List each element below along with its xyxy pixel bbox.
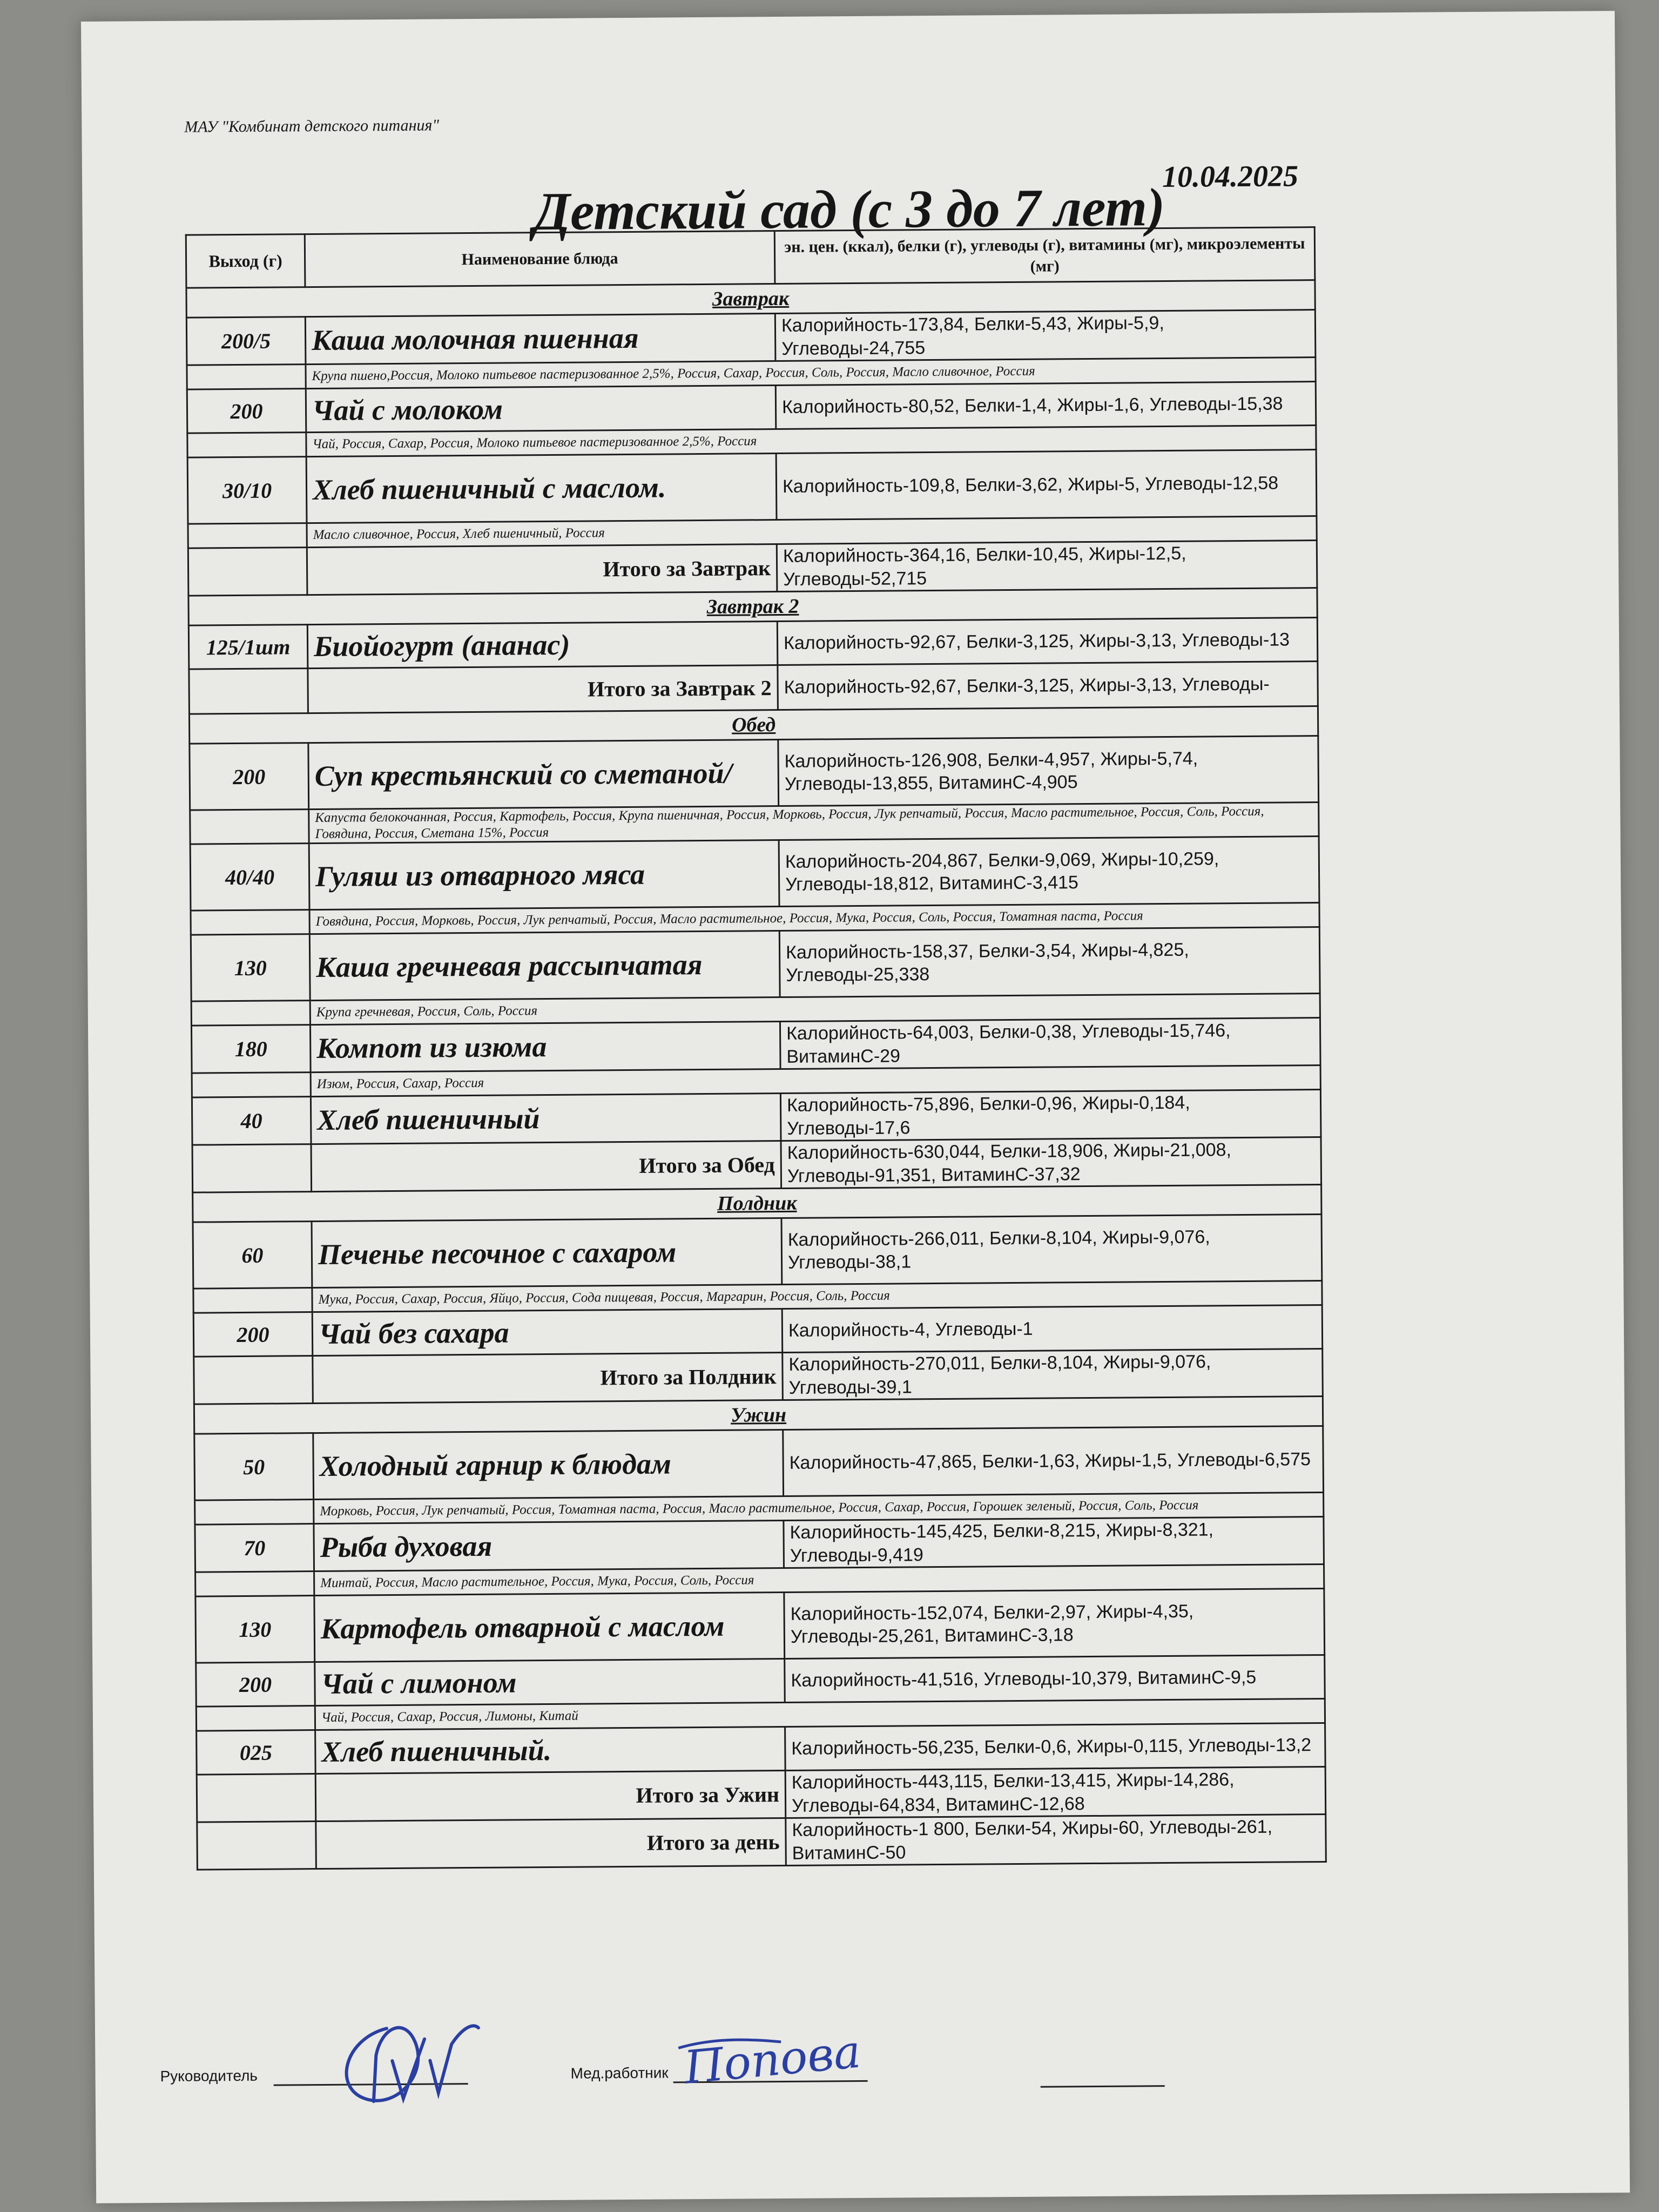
dish-name: Хлеб пшеничный. bbox=[315, 1727, 786, 1773]
dish-nutrition: Калорийность-4, Углеводы-1 bbox=[782, 1305, 1323, 1353]
medic-label: Мед.работник bbox=[570, 2064, 669, 2082]
menu-table bbox=[185, 226, 1327, 1871]
dish-nutrition: Калорийность-41,516, Углеводы-10,379, ВитаминС-9,5 bbox=[785, 1655, 1325, 1702]
day-total-row bbox=[197, 1814, 1326, 1870]
meal-total-label: Итого за Полдник bbox=[313, 1352, 783, 1403]
dish-output: 30/10 bbox=[187, 457, 307, 524]
dish-nutrition: Калорийность-266,011, Белки-8,104, Жиры-9,076, Углеводы-38,1 bbox=[781, 1215, 1322, 1285]
dish-output: 130 bbox=[191, 934, 310, 1002]
meal-total-value: Калорийность-364,16, Белки-10,45, Жиры-12,5, Углеводы-52,715 bbox=[777, 541, 1317, 592]
dish-nutrition: Калорийность-75,896, Белки-0,96, Жиры-0,184, Углеводы-17,6 bbox=[780, 1090, 1321, 1141]
dish-ingredients: Говядина, Россия, Морковь, Россия, Лук репчатый, Россия, Масло растительное, Россия, Мука, Россия, Соль, Россия, Томатная паста, Россия bbox=[309, 903, 1319, 934]
dish-output: 60 bbox=[193, 1222, 312, 1289]
meal-total-row bbox=[188, 541, 1317, 596]
dish-output: 70 bbox=[195, 1524, 314, 1573]
dish-name: Биойогурт (ананас) bbox=[307, 622, 778, 669]
dish-ingredients: Масло сливочное, Россия, Хлеб пшеничный, Россия bbox=[307, 516, 1317, 548]
dish-name: Картофель отварной с маслом bbox=[314, 1592, 785, 1662]
menu-sheet bbox=[81, 11, 1630, 2203]
meal-total-value: Калорийность-443,115, Белки-13,415, Жиры-14,286, Углеводы-64,834, ВитаминС-12,68 bbox=[785, 1766, 1326, 1818]
dish-name: Чай с молоком bbox=[306, 386, 776, 433]
dish-name: Рыба духовая bbox=[314, 1520, 784, 1571]
dish-output: 40/40 bbox=[190, 844, 309, 911]
meal-title: Обед bbox=[189, 706, 1318, 744]
dish-name: Хлеб пшеничный bbox=[311, 1094, 781, 1144]
ingredients-spacer bbox=[192, 1073, 311, 1098]
dish-row bbox=[190, 736, 1319, 811]
ingredients-spacer bbox=[191, 910, 309, 935]
dish-row bbox=[195, 1589, 1325, 1663]
dish-output: 200 bbox=[187, 389, 306, 434]
ingredients-spacer bbox=[187, 433, 306, 458]
meal-total-label: Итого за Завтрак bbox=[307, 544, 777, 595]
meal-total-row bbox=[197, 1766, 1326, 1822]
dish-ingredients: Мука, Россия, Сахар, Россия, Яйцо, Россия, Сода пищевая, Россия, Маргарин, Россия, Соль, Россия bbox=[312, 1281, 1322, 1312]
day-total-label: Итого за день bbox=[316, 1818, 786, 1869]
ingredients-spacer bbox=[187, 365, 306, 390]
dish-output: 180 bbox=[191, 1025, 311, 1074]
dish-ingredients: Чай, Россия, Сахар, Россия, Молоко питьевое пастеризованное 2,5%, Россия bbox=[306, 426, 1316, 457]
extra-signature-line bbox=[1041, 2085, 1165, 2088]
dish-nutrition: Калорийность-56,235, Белки-0,6, Жиры-0,115, Углеводы-13,2 bbox=[785, 1723, 1326, 1770]
dish-name: Суп крестьянский со сметаной/ bbox=[308, 740, 779, 810]
dish-name: Чай с лимоном bbox=[315, 1658, 785, 1705]
meal-title: Завтрак bbox=[186, 280, 1315, 318]
ingredients-spacer bbox=[188, 523, 307, 549]
dish-nutrition: Калорийность-92,67, Белки-3,125, Жиры-3,13, Углеводы-13 bbox=[777, 618, 1318, 665]
dish-row bbox=[193, 1305, 1323, 1357]
total-spacer bbox=[197, 1822, 316, 1870]
dish-output: 50 bbox=[194, 1433, 314, 1501]
dish-row bbox=[191, 927, 1320, 1002]
column-header-name: Наименование блюда bbox=[305, 231, 775, 287]
dish-output: 200 bbox=[196, 1662, 315, 1707]
dish-ingredients: Минтай, Россия, Масло растительное, Россия, Мука, Россия, Соль, Россия bbox=[314, 1564, 1324, 1596]
meal-total-label: Итого за Завтрак 2 bbox=[308, 665, 778, 713]
dish-ingredients: Капуста белокочанная, Россия, Картофель, Россия, Крупа пшеничная, Россия, Морковь, Россия, Лук репчатый, Россия, Масло растительное, Россия, Соль, Россия, Говядина, Россия, Сметана 15%, Россия bbox=[309, 802, 1319, 844]
dish-nutrition: Калорийность-173,84, Белки-5,43, Жиры-5,9, Углеводы-24,755 bbox=[775, 310, 1316, 361]
dish-name: Компот из изюма bbox=[310, 1022, 780, 1073]
menu-body bbox=[186, 280, 1326, 1870]
medic-signature-text: Попова bbox=[682, 2025, 863, 2094]
table-header-row bbox=[186, 227, 1315, 288]
dish-name: Печенье песочное с сахаром bbox=[312, 1218, 782, 1287]
dish-nutrition: Калорийность-126,908, Белки-4,957, Жиры-5,74, Углеводы-13,855, ВитаминС-4,905 bbox=[778, 736, 1319, 806]
dish-ingredients: Изюм, Россия, Сахар, Россия bbox=[311, 1065, 1320, 1097]
dish-row bbox=[196, 1655, 1325, 1707]
dish-row bbox=[187, 450, 1317, 524]
ingredients-spacer bbox=[195, 1572, 314, 1597]
dish-name: Холодный гарнир к блюдам bbox=[313, 1429, 784, 1499]
column-header-nutrition: эн. цен. (ккал), белки (г), углеводы (г), витамины (мг), микроэлементы (мг) bbox=[774, 227, 1315, 284]
ingredients-spacer bbox=[196, 1706, 315, 1731]
dish-row bbox=[190, 837, 1319, 911]
ingredients-spacer bbox=[195, 1500, 314, 1525]
meal-total-row bbox=[192, 1137, 1321, 1193]
total-spacer bbox=[192, 1144, 312, 1193]
dish-output: 130 bbox=[195, 1596, 315, 1663]
dish-row bbox=[187, 382, 1316, 434]
dish-nutrition: Калорийность-145,425, Белки-8,215, Жиры-8,321, Углеводы-9,419 bbox=[784, 1517, 1324, 1568]
dish-nutrition: Калорийность-158,37, Белки-3,54, Жиры-4,825, Углеводы-25,338 bbox=[779, 927, 1320, 997]
menu-date: 10.04.2025 bbox=[1162, 159, 1299, 194]
dish-nutrition: Калорийность-204,867, Белки-9,069, Жиры-10,259, Углеводы-18,812, ВитаминС-3,415 bbox=[779, 837, 1319, 907]
dish-row bbox=[194, 1426, 1324, 1501]
dish-row bbox=[195, 1517, 1324, 1573]
director-label: Руководитель bbox=[160, 2067, 258, 2085]
dish-nutrition: Калорийность-109,8, Белки-3,62, Жиры-5, Углеводы-12,58 bbox=[776, 450, 1317, 520]
dish-nutrition: Калорийность-80,52, Белки-1,4, Жиры-1,6, Углеводы-15,38 bbox=[775, 382, 1316, 429]
total-spacer bbox=[194, 1356, 313, 1405]
dish-ingredients: Чай, Россия, Сахар, Россия, Лимоны, Китай bbox=[315, 1698, 1325, 1730]
dish-name: Чай без сахара bbox=[312, 1309, 783, 1355]
dish-output: 025 bbox=[197, 1730, 316, 1775]
meal-total-label: Итого за Ужин bbox=[315, 1770, 786, 1821]
total-spacer bbox=[188, 548, 307, 596]
dish-output: 200/5 bbox=[186, 317, 306, 366]
dish-ingredients: Крупа пшено,Россия, Молоко питьевое пастеризованное 2,5%, Россия, Сахар, Россия, Соль, Россия, Масло сливочное, Россия bbox=[306, 358, 1316, 389]
dish-nutrition: Калорийность-47,865, Белки-1,63, Жиры-1,5, Углеводы-6,575 bbox=[783, 1426, 1324, 1496]
medic-signature-image bbox=[673, 2025, 900, 2097]
dish-ingredients: Морковь, Россия, Лук репчатый, Россия, Томатная паста, Россия, Масло растительное, Россия, Сахар, Россия, Горошек зеленый, Россия, Соль, Россия bbox=[314, 1493, 1324, 1524]
meal-total-value: Калорийность-630,044, Белки-18,906, Жиры-21,008, Углеводы-91,351, ВитаминС-37,32 bbox=[781, 1137, 1321, 1189]
dish-output: 200 bbox=[193, 1312, 313, 1357]
day-total-value: Калорийность-1 800, Белки-54, Жиры-60, Углеводы-261, ВитаминС-50 bbox=[786, 1814, 1326, 1865]
dish-output: 200 bbox=[190, 743, 309, 811]
dish-output: 40 bbox=[192, 1097, 311, 1145]
column-header-output: Выход (г) bbox=[186, 234, 305, 288]
dish-name: Каша гречневая рассыпчатая bbox=[309, 931, 780, 1001]
dish-row bbox=[191, 1018, 1320, 1074]
dish-name: Хлеб пшеничный с маслом. bbox=[306, 454, 777, 523]
total-spacer bbox=[197, 1774, 316, 1823]
meal-title: Завтрак 2 bbox=[188, 588, 1317, 626]
meal-total-value: Калорийность-92,67, Белки-3,125, Жиры-3,13, Углеводы- bbox=[778, 662, 1318, 710]
page-title: Детский сад (с 3 до 7 лет) bbox=[533, 177, 1165, 242]
dish-row bbox=[193, 1215, 1322, 1289]
dish-row bbox=[197, 1723, 1326, 1775]
dish-ingredients: Крупа гречневая, Россия, Соль, Россия bbox=[310, 994, 1320, 1025]
meal-title: Полдник bbox=[193, 1185, 1321, 1223]
dish-row bbox=[186, 310, 1316, 366]
ingredients-spacer bbox=[191, 1001, 310, 1026]
ingredients-spacer bbox=[190, 810, 309, 845]
dish-output: 125/1шт bbox=[188, 625, 308, 670]
total-spacer bbox=[189, 669, 308, 714]
dish-row bbox=[188, 618, 1318, 670]
meal-title: Ужин bbox=[194, 1397, 1323, 1434]
meal-total-row bbox=[194, 1349, 1323, 1405]
meal-total-row bbox=[189, 662, 1318, 714]
director-signature-image bbox=[322, 2006, 484, 2115]
dish-name: Гуляш из отварного мяса bbox=[309, 840, 779, 910]
organization-name: МАУ "Комбинат детского питания" bbox=[184, 116, 440, 136]
ingredients-spacer bbox=[193, 1288, 312, 1313]
dish-nutrition: Калорийность-64,003, Белки-0,38, Углеводы-15,746, ВитаминС-29 bbox=[780, 1018, 1320, 1069]
dish-row bbox=[192, 1090, 1321, 1145]
meal-total-label: Итого за Обед bbox=[311, 1141, 781, 1192]
dish-nutrition: Калорийность-152,074, Белки-2,97, Жиры-4,35, Углеводы-25,261, ВитаминС-3,18 bbox=[784, 1589, 1325, 1659]
meal-total-value: Калорийность-270,011, Белки-8,104, Жиры-9,076, Углеводы-39,1 bbox=[783, 1349, 1323, 1400]
dish-name: Каша молочная пшенная bbox=[305, 314, 775, 365]
